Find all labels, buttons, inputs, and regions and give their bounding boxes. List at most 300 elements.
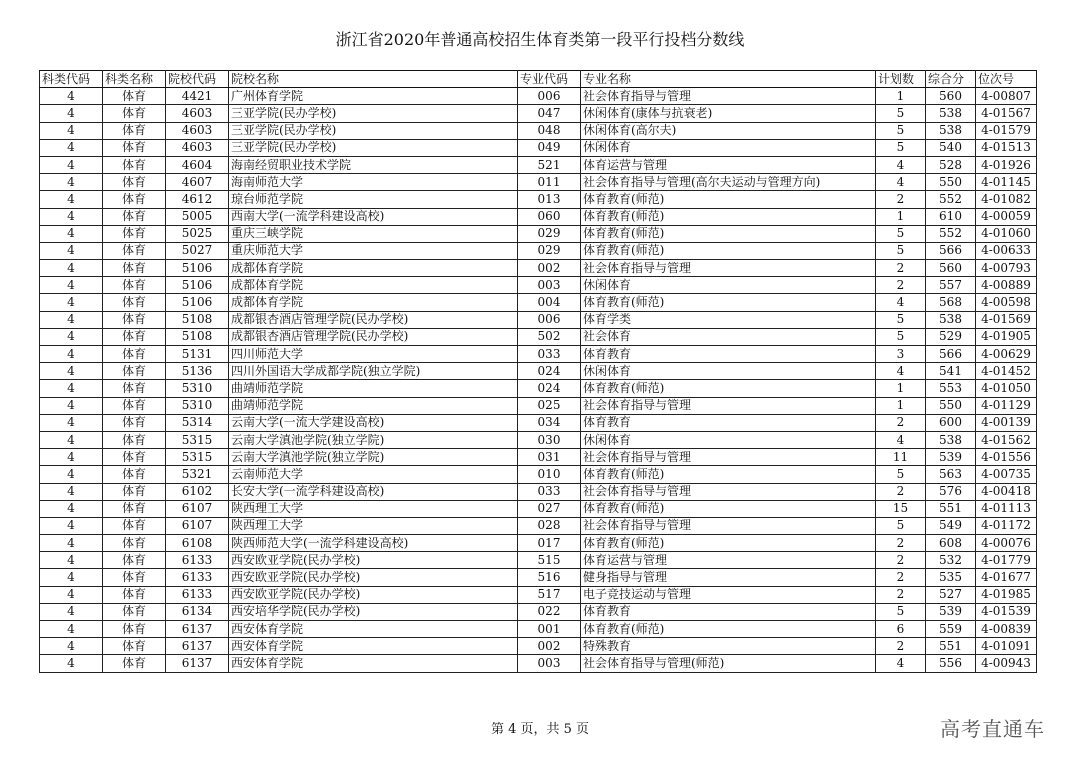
cell-major-code: 024 — [518, 380, 581, 397]
cell-subject-code: 4 — [40, 655, 103, 672]
cell-subject-code: 4 — [40, 191, 103, 208]
cell-school-code: 5310 — [166, 380, 229, 397]
table-row — [40, 397, 1037, 414]
cell-plan-count: 4 — [876, 655, 926, 672]
col-header-subject-name: 科类名称 — [103, 71, 166, 88]
cell-school-code: 6102 — [166, 483, 229, 500]
cell-subject-code: 4 — [40, 638, 103, 655]
cell-major-code: 011 — [518, 174, 581, 191]
cell-school-name: 云南师范大学 — [229, 466, 518, 483]
cell-major-code: 003 — [518, 277, 581, 294]
cell-school-name: 云南大学(一流大学建设高校) — [229, 414, 518, 431]
table-row — [40, 500, 1037, 517]
cell-major-code: 004 — [518, 294, 581, 311]
cell-score: 538 — [926, 105, 976, 122]
col-header-school-name: 院校名称 — [229, 71, 518, 88]
table-row — [40, 380, 1037, 397]
cell-subject-code: 4 — [40, 535, 103, 552]
cell-school-name: 云南大学滇池学院(独立学院) — [229, 431, 518, 448]
cell-score: 539 — [926, 449, 976, 466]
cell-rank: 4-01091 — [976, 638, 1037, 655]
cell-major-code: 013 — [518, 191, 581, 208]
cell-plan-count: 1 — [876, 380, 926, 397]
cell-major-code: 516 — [518, 569, 581, 586]
cell-score: 568 — [926, 294, 976, 311]
col-header-subject-code: 科类代码 — [40, 71, 103, 88]
cell-major-code: 515 — [518, 552, 581, 569]
cell-school-code: 4603 — [166, 105, 229, 122]
cell-score: 527 — [926, 586, 976, 603]
cell-school-name: 海南师范大学 — [229, 174, 518, 191]
cell-major-name: 体育学类 — [581, 311, 876, 328]
cell-subject-name: 体育 — [103, 277, 166, 294]
cell-rank: 4-00633 — [976, 242, 1037, 259]
cell-school-name: 曲靖师范学院 — [229, 397, 518, 414]
cell-school-name: 成都银杏酒店管理学院(民办学校) — [229, 328, 518, 345]
cell-plan-count: 5 — [876, 328, 926, 345]
cell-major-name: 体育教育(师范) — [581, 380, 876, 397]
cell-score: 528 — [926, 156, 976, 173]
cell-rank: 4-01145 — [976, 174, 1037, 191]
cell-score: 560 — [926, 88, 976, 105]
cell-plan-count: 4 — [876, 294, 926, 311]
cell-score: 559 — [926, 621, 976, 638]
cell-score: 552 — [926, 191, 976, 208]
cell-subject-name: 体育 — [103, 260, 166, 277]
cell-school-name: 三亚学院(民办学校) — [229, 139, 518, 156]
table-row — [40, 208, 1037, 225]
cell-school-code: 5314 — [166, 414, 229, 431]
table-row — [40, 242, 1037, 259]
table-row — [40, 105, 1037, 122]
cell-school-name: 西南大学(一流学科建设高校) — [229, 208, 518, 225]
cell-major-name: 体育教育 — [581, 603, 876, 620]
cell-subject-code: 4 — [40, 621, 103, 638]
cell-subject-code: 4 — [40, 122, 103, 139]
table-row — [40, 586, 1037, 603]
cell-school-code: 5315 — [166, 449, 229, 466]
cell-major-name: 休闲体育 — [581, 139, 876, 156]
cell-major-code: 031 — [518, 449, 581, 466]
cell-major-name: 休闲体育 — [581, 363, 876, 380]
cell-major-name: 体育教育 — [581, 414, 876, 431]
cell-plan-count: 2 — [876, 638, 926, 655]
cell-score: 541 — [926, 363, 976, 380]
cell-school-code: 4421 — [166, 88, 229, 105]
cell-score: 552 — [926, 225, 976, 242]
cell-score: 566 — [926, 242, 976, 259]
cell-plan-count: 5 — [876, 311, 926, 328]
cell-subject-name: 体育 — [103, 242, 166, 259]
cell-school-code: 4603 — [166, 122, 229, 139]
cell-rank: 4-00076 — [976, 535, 1037, 552]
table-row — [40, 346, 1037, 363]
cell-school-code: 5106 — [166, 260, 229, 277]
cell-score: 540 — [926, 139, 976, 156]
cell-major-name: 社会体育指导与管理(师范) — [581, 655, 876, 672]
cell-major-name: 体育运营与管理 — [581, 156, 876, 173]
cell-plan-count: 2 — [876, 552, 926, 569]
cell-school-name: 陕西师范大学(一流学科建设高校) — [229, 535, 518, 552]
col-header-plan-count: 计划数 — [876, 71, 926, 88]
cell-major-name: 休闲体育(高尔夫) — [581, 122, 876, 139]
cell-major-name: 健身指导与管理 — [581, 569, 876, 586]
cell-rank: 4-00839 — [976, 621, 1037, 638]
cell-school-name: 成都体育学院 — [229, 294, 518, 311]
cell-score: 557 — [926, 277, 976, 294]
cell-school-code: 5027 — [166, 242, 229, 259]
cell-school-code: 5106 — [166, 277, 229, 294]
cell-subject-name: 体育 — [103, 208, 166, 225]
table-row — [40, 483, 1037, 500]
cell-plan-count: 2 — [876, 191, 926, 208]
cell-major-name: 社会体育指导与管理 — [581, 397, 876, 414]
cell-plan-count: 4 — [876, 174, 926, 191]
cell-major-code: 049 — [518, 139, 581, 156]
cell-subject-name: 体育 — [103, 397, 166, 414]
cell-plan-count: 4 — [876, 431, 926, 448]
cell-major-name: 体育教育(师范) — [581, 500, 876, 517]
cell-subject-name: 体育 — [103, 174, 166, 191]
cell-major-code: 028 — [518, 517, 581, 534]
cell-major-name: 社会体育指导与管理 — [581, 483, 876, 500]
cell-score: 610 — [926, 208, 976, 225]
cell-school-name: 长安大学(一流学科建设高校) — [229, 483, 518, 500]
cell-school-name: 陕西理工大学 — [229, 517, 518, 534]
cell-school-code: 4604 — [166, 156, 229, 173]
page-title: 浙江省2020年普通高校招生体育类第一段平行投档分数线 — [335, 30, 745, 49]
cell-school-code: 5315 — [166, 431, 229, 448]
cell-school-name: 重庆三峡学院 — [229, 225, 518, 242]
cell-school-name: 海南经贸职业技术学院 — [229, 156, 518, 173]
cell-plan-count: 5 — [876, 139, 926, 156]
cell-school-name: 重庆师范大学 — [229, 242, 518, 259]
cell-school-code: 6108 — [166, 535, 229, 552]
cell-major-name: 社会体育指导与管理 — [581, 517, 876, 534]
cell-school-code: 6133 — [166, 569, 229, 586]
cell-subject-code: 4 — [40, 603, 103, 620]
watermark: 高考直通车 — [940, 717, 1045, 741]
cell-rank: 4-00598 — [976, 294, 1037, 311]
cell-rank: 4-00889 — [976, 277, 1037, 294]
table-row — [40, 535, 1037, 552]
table-row — [40, 569, 1037, 586]
cell-plan-count: 5 — [876, 242, 926, 259]
table-row — [40, 225, 1037, 242]
table-row — [40, 517, 1037, 534]
table-row — [40, 277, 1037, 294]
cell-subject-name: 体育 — [103, 431, 166, 448]
cell-subject-code: 4 — [40, 397, 103, 414]
cell-major-name: 社会体育指导与管理 — [581, 88, 876, 105]
cell-rank: 4-01539 — [976, 603, 1037, 620]
cell-plan-count: 1 — [876, 88, 926, 105]
table-row — [40, 655, 1037, 672]
cell-major-code: 030 — [518, 431, 581, 448]
cell-rank: 4-01172 — [976, 517, 1037, 534]
cell-major-name: 体育教育(师范) — [581, 294, 876, 311]
cell-major-code: 502 — [518, 328, 581, 345]
cell-score: 553 — [926, 380, 976, 397]
cell-major-code: 025 — [518, 397, 581, 414]
cell-school-code: 5005 — [166, 208, 229, 225]
cell-rank: 4-01985 — [976, 586, 1037, 603]
cell-score: 538 — [926, 431, 976, 448]
cell-school-code: 6134 — [166, 603, 229, 620]
cell-school-code: 5131 — [166, 346, 229, 363]
cell-major-code: 027 — [518, 500, 581, 517]
cell-school-name: 曲靖师范学院 — [229, 380, 518, 397]
cell-subject-name: 体育 — [103, 500, 166, 517]
cell-score: 550 — [926, 174, 976, 191]
cell-plan-count: 5 — [876, 517, 926, 534]
cell-rank: 4-01129 — [976, 397, 1037, 414]
cell-major-name: 体育教育(师范) — [581, 535, 876, 552]
cell-score: 529 — [926, 328, 976, 345]
table-row — [40, 603, 1037, 620]
cell-major-name: 特殊教育 — [581, 638, 876, 655]
cell-plan-count: 15 — [876, 500, 926, 517]
cell-major-code: 521 — [518, 156, 581, 173]
cell-rank: 4-01082 — [976, 191, 1037, 208]
cell-subject-code: 4 — [40, 500, 103, 517]
cell-school-code: 5321 — [166, 466, 229, 483]
cell-major-code: 024 — [518, 363, 581, 380]
cell-rank: 4-01779 — [976, 552, 1037, 569]
cell-rank: 4-01926 — [976, 156, 1037, 173]
cell-plan-count: 2 — [876, 260, 926, 277]
cell-school-code: 4607 — [166, 174, 229, 191]
cell-plan-count: 5 — [876, 225, 926, 242]
cell-major-code: 002 — [518, 638, 581, 655]
cell-major-code: 001 — [518, 621, 581, 638]
cell-major-code: 010 — [518, 466, 581, 483]
cell-major-code: 047 — [518, 105, 581, 122]
cell-major-code: 017 — [518, 535, 581, 552]
table-row — [40, 88, 1037, 105]
cell-plan-count: 11 — [876, 449, 926, 466]
cell-subject-code: 4 — [40, 88, 103, 105]
cell-major-name: 体育教育 — [581, 346, 876, 363]
cell-school-name: 三亚学院(民办学校) — [229, 122, 518, 139]
cell-subject-code: 4 — [40, 466, 103, 483]
table-row — [40, 156, 1037, 173]
cell-subject-name: 体育 — [103, 88, 166, 105]
cell-school-code: 6137 — [166, 638, 229, 655]
cell-school-name: 西安体育学院 — [229, 621, 518, 638]
cell-plan-count: 1 — [876, 208, 926, 225]
col-header-school-code: 院校代码 — [166, 71, 229, 88]
cell-major-code: 029 — [518, 242, 581, 259]
cell-school-code: 6133 — [166, 552, 229, 569]
cell-subject-name: 体育 — [103, 156, 166, 173]
cell-score: 600 — [926, 414, 976, 431]
cell-rank: 4-01050 — [976, 380, 1037, 397]
cell-rank: 4-01569 — [976, 311, 1037, 328]
page-footer: 第 4 页，共 5 页 — [490, 722, 590, 737]
cell-major-code: 006 — [518, 311, 581, 328]
cell-school-code: 6107 — [166, 500, 229, 517]
cell-plan-count: 2 — [876, 535, 926, 552]
cell-subject-code: 4 — [40, 260, 103, 277]
cell-subject-name: 体育 — [103, 466, 166, 483]
cell-school-code: 5108 — [166, 311, 229, 328]
col-header-major-name: 专业名称 — [581, 71, 876, 88]
cell-school-name: 西安体育学院 — [229, 638, 518, 655]
cell-major-name: 社会体育指导与管理(高尔夫运动与管理方向) — [581, 174, 876, 191]
cell-school-name: 四川外国语大学成都学院(独立学院) — [229, 363, 518, 380]
table-row — [40, 552, 1037, 569]
cell-school-name: 西安欧亚学院(民办学校) — [229, 569, 518, 586]
cell-major-name: 社会体育指导与管理 — [581, 449, 876, 466]
cell-major-code: 034 — [518, 414, 581, 431]
cell-plan-count: 1 — [876, 397, 926, 414]
table-row — [40, 260, 1037, 277]
cell-subject-name: 体育 — [103, 535, 166, 552]
cell-plan-count: 5 — [876, 466, 926, 483]
cell-plan-count: 2 — [876, 277, 926, 294]
table-row — [40, 191, 1037, 208]
cell-plan-count: 2 — [876, 569, 926, 586]
cell-subject-name: 体育 — [103, 552, 166, 569]
table-row — [40, 139, 1037, 156]
table-row — [40, 122, 1037, 139]
cell-score: 563 — [926, 466, 976, 483]
cell-subject-name: 体育 — [103, 414, 166, 431]
cell-score: 551 — [926, 638, 976, 655]
cell-subject-code: 4 — [40, 552, 103, 569]
cell-subject-code: 4 — [40, 139, 103, 156]
cell-major-name: 体育运营与管理 — [581, 552, 876, 569]
cell-major-code: 006 — [518, 88, 581, 105]
cell-subject-code: 4 — [40, 586, 103, 603]
cell-major-code: 060 — [518, 208, 581, 225]
cell-subject-code: 4 — [40, 517, 103, 534]
table-row — [40, 466, 1037, 483]
cell-subject-code: 4 — [40, 174, 103, 191]
table-row — [40, 414, 1037, 431]
cell-school-name: 西安欧亚学院(民办学校) — [229, 552, 518, 569]
cell-school-code: 4603 — [166, 139, 229, 156]
cell-plan-count: 2 — [876, 414, 926, 431]
cell-rank: 4-01905 — [976, 328, 1037, 345]
cell-score: 556 — [926, 655, 976, 672]
cell-subject-code: 4 — [40, 346, 103, 363]
cell-school-name: 琼台师范学院 — [229, 191, 518, 208]
cell-subject-name: 体育 — [103, 294, 166, 311]
cell-major-code: 033 — [518, 483, 581, 500]
cell-plan-count: 5 — [876, 105, 926, 122]
cell-major-name: 电子竞技运动与管理 — [581, 586, 876, 603]
cell-school-code: 6133 — [166, 586, 229, 603]
cell-subject-code: 4 — [40, 277, 103, 294]
cell-school-name: 陕西理工大学 — [229, 500, 518, 517]
table-row — [40, 638, 1037, 655]
cell-score: 539 — [926, 603, 976, 620]
cell-major-code: 517 — [518, 586, 581, 603]
cell-school-code: 5108 — [166, 328, 229, 345]
table-row — [40, 621, 1037, 638]
cell-subject-name: 体育 — [103, 603, 166, 620]
cell-major-name: 体育教育(师范) — [581, 466, 876, 483]
cell-rank: 4-01452 — [976, 363, 1037, 380]
cell-subject-name: 体育 — [103, 346, 166, 363]
cell-school-name: 西安培华学院(民办学校) — [229, 603, 518, 620]
cell-plan-count: 6 — [876, 621, 926, 638]
cell-score: 532 — [926, 552, 976, 569]
cell-rank: 4-00629 — [976, 346, 1037, 363]
cell-subject-code: 4 — [40, 311, 103, 328]
cell-subject-name: 体育 — [103, 586, 166, 603]
col-header-rank: 位次号 — [976, 71, 1037, 88]
table-row — [40, 328, 1037, 345]
cell-rank: 4-00139 — [976, 414, 1037, 431]
cell-score: 535 — [926, 569, 976, 586]
cell-plan-count: 2 — [876, 586, 926, 603]
cell-major-name: 体育教育(师范) — [581, 242, 876, 259]
cell-major-name: 休闲体育(康体与抗衰老) — [581, 105, 876, 122]
cell-subject-name: 体育 — [103, 328, 166, 345]
table-header-row — [40, 71, 1037, 88]
cell-score: 549 — [926, 517, 976, 534]
cell-major-code: 003 — [518, 655, 581, 672]
cell-subject-code: 4 — [40, 242, 103, 259]
cell-score: 550 — [926, 397, 976, 414]
cell-score: 608 — [926, 535, 976, 552]
cell-subject-name: 体育 — [103, 122, 166, 139]
cell-rank: 4-00735 — [976, 466, 1037, 483]
cell-rank: 4-01677 — [976, 569, 1037, 586]
cell-subject-name: 体育 — [103, 363, 166, 380]
cell-plan-count: 4 — [876, 156, 926, 173]
cell-plan-count: 5 — [876, 603, 926, 620]
cell-plan-count: 4 — [876, 363, 926, 380]
cell-subject-code: 4 — [40, 156, 103, 173]
cell-subject-name: 体育 — [103, 449, 166, 466]
cell-school-name: 广州体育学院 — [229, 88, 518, 105]
cell-subject-name: 体育 — [103, 380, 166, 397]
cell-major-name: 社会体育指导与管理 — [581, 260, 876, 277]
cell-subject-code: 4 — [40, 414, 103, 431]
cell-rank: 4-00943 — [976, 655, 1037, 672]
cell-major-name: 体育教育(师范) — [581, 208, 876, 225]
cell-school-name: 成都体育学院 — [229, 277, 518, 294]
cell-score: 538 — [926, 311, 976, 328]
cell-subject-name: 体育 — [103, 105, 166, 122]
cell-score: 551 — [926, 500, 976, 517]
cell-rank: 4-01513 — [976, 139, 1037, 156]
cell-major-name: 休闲体育 — [581, 277, 876, 294]
cell-school-name: 西安体育学院 — [229, 655, 518, 672]
cell-rank: 4-01113 — [976, 500, 1037, 517]
cell-subject-name: 体育 — [103, 483, 166, 500]
cell-subject-code: 4 — [40, 294, 103, 311]
cell-major-code: 033 — [518, 346, 581, 363]
cell-major-name: 休闲体育 — [581, 431, 876, 448]
cell-subject-name: 体育 — [103, 191, 166, 208]
cell-subject-code: 4 — [40, 225, 103, 242]
table-row — [40, 311, 1037, 328]
cell-school-name: 三亚学院(民办学校) — [229, 105, 518, 122]
cell-subject-code: 4 — [40, 449, 103, 466]
cell-school-code: 6137 — [166, 655, 229, 672]
cell-rank: 4-01556 — [976, 449, 1037, 466]
cell-school-name: 四川师范大学 — [229, 346, 518, 363]
cell-subject-code: 4 — [40, 208, 103, 225]
cell-school-code: 5106 — [166, 294, 229, 311]
cell-subject-name: 体育 — [103, 517, 166, 534]
cell-subject-name: 体育 — [103, 638, 166, 655]
